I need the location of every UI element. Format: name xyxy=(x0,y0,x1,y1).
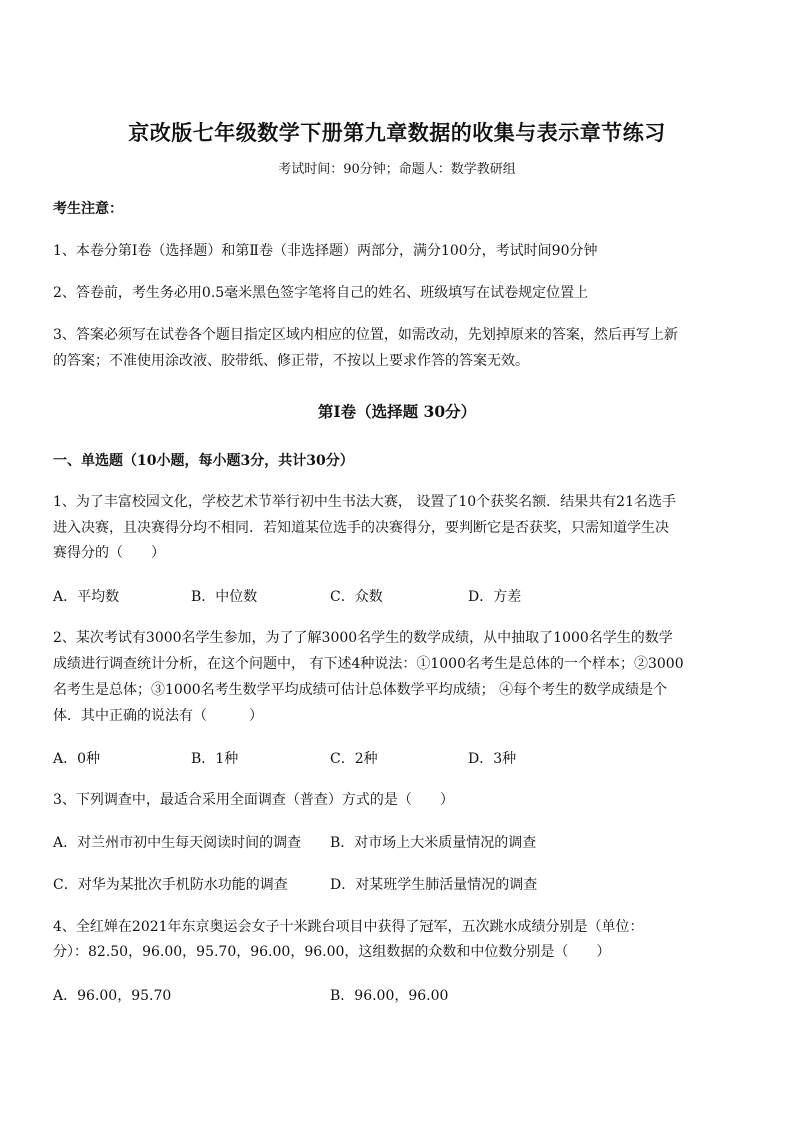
section1-title: 一、单选题（10小题，每小题3分，共计30分） xyxy=(53,453,354,469)
notice-item-2: 2、答卷前，考生务必用0.5毫米黑色签字笔将自己的姓名、班级填写在试卷规定位置上 xyxy=(53,285,589,301)
q1-line-1: 1、为了丰富校园文化，学校艺术节举行初中生书法大赛， 设置了10个获奖名额．结果共有21名选手 xyxy=(53,494,676,510)
q1-option-b[interactable]: B．中位数 xyxy=(191,589,258,605)
notice-item-1: 1、本卷分第Ⅰ卷（选择题）和第Ⅱ卷（非选择题）两部分，满分100分，考试时间90分钟 xyxy=(53,243,598,259)
q2-line-3: 名考生是总体；③1000名考生数学平均成绩可估计总体数学平均成绩； ④每个考生的数学成绩是个 xyxy=(53,682,668,698)
notice-heading: 考生注意： xyxy=(53,201,123,217)
q4-line-1: 4、全红婵在2021年东京奥运会女子十米跳台项目中获得了冠军，五次跳水成绩分别是（单位： xyxy=(53,919,644,935)
q3-option-a[interactable]: A．对兰州市初中生每天阅读时间的调查 xyxy=(53,835,302,851)
q2-line-4: 体．其中正确的说法有（ ） xyxy=(53,708,263,724)
q2-option-d[interactable]: D．3种 xyxy=(468,751,517,767)
part1-title: 第Ⅰ卷（选择题 30分） xyxy=(317,402,477,421)
page-subtitle: 考试时间：90分钟；命题人：数学教研组 xyxy=(278,162,516,177)
q3-line-1: 3、下列调查中，最适合采用全面调查（普查）方式的是（ ） xyxy=(53,792,454,808)
q2-line-2: 成绩进行调查统计分析，在这个问题中， 有下述4种说法：①1000名考生是总体的一个样本；②3000 xyxy=(53,656,684,672)
q4-option-a[interactable]: A．96.00，95.70 xyxy=(53,988,172,1004)
q2-option-b[interactable]: B．1种 xyxy=(191,751,239,767)
q2-line-1: 2、某次考试有3000名学生参加，为了了解3000名学生的数学成绩，从中抽取了1000名学生的数学 xyxy=(53,630,673,646)
notice-item-3-cont: 的答案；不准使用涂改液、胶带纸、修正带，不按以上要求作答的答案无效。 xyxy=(53,353,529,369)
q1-line-2: 进入决赛，且决赛得分均不相同．若知道某位选手的决赛得分，要判断它是否获奖，只需知道学生决 xyxy=(53,520,669,536)
q1-option-c[interactable]: C．众数 xyxy=(330,589,383,605)
notice-item-3: 3、答案必须写在试卷各个题目指定区域内相应的位置，如需改动，先划掉原来的答案，然后再写上新 xyxy=(53,327,678,343)
q3-option-c[interactable]: C．对华为某批次手机防水功能的调查 xyxy=(53,877,288,893)
q2-option-a[interactable]: A．0种 xyxy=(53,751,101,767)
q1-option-d[interactable]: D．方差 xyxy=(468,589,522,605)
q2-option-c[interactable]: C．2种 xyxy=(330,751,378,767)
q4-line-2: 分）：82.50，96.00，95.70，96.00，96.00，这组数据的众数和中位数分别是（ ） xyxy=(53,944,611,960)
q3-option-d[interactable]: D．对某班学生肺活量情况的调查 xyxy=(330,877,538,893)
page-title: 京改版七年级数学下册第九章数据的收集与表示章节练习 xyxy=(128,120,666,145)
q1-option-a[interactable]: A．平均数 xyxy=(53,589,120,605)
q1-line-3: 赛得分的（ ） xyxy=(53,545,165,561)
q3-option-b[interactable]: B．对市场上大米质量情况的调查 xyxy=(330,835,537,851)
q4-option-b[interactable]: B．96.00，96.00 xyxy=(330,988,449,1004)
